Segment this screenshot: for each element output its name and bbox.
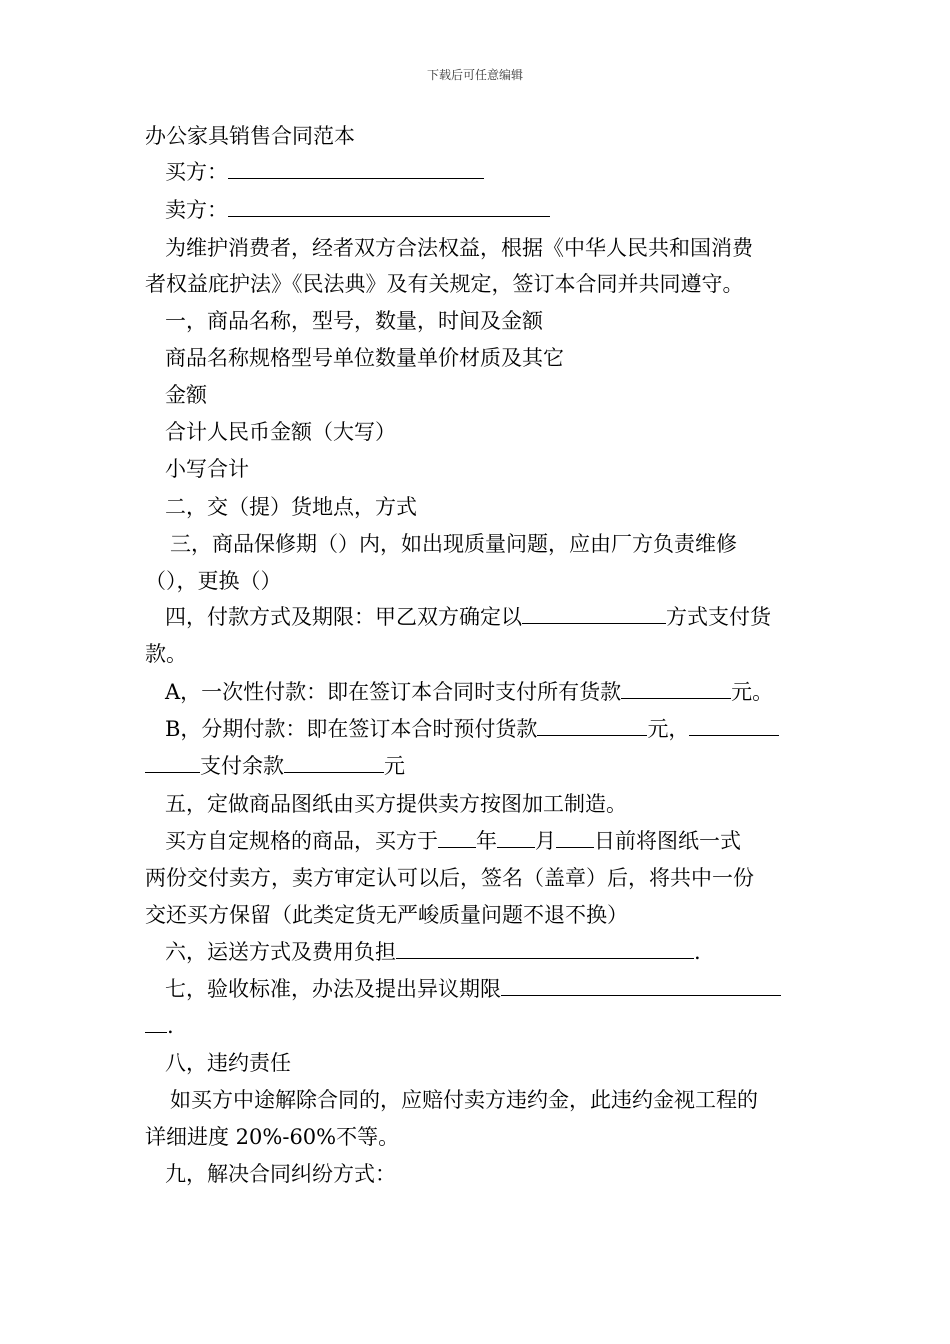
section-5-line-2: 两份交付卖方，卖方审定认可以后，签名（盖章）后，将共中一份 (145, 866, 754, 890)
section-8-line-1: 如买方中途解除合同的，应赔付卖方违约金，此违约金视工程的 (170, 1088, 758, 1112)
section-6-heading: 六，运送方式及费用负担 (165, 940, 396, 964)
installment-date-blank-cont (145, 754, 200, 773)
section-5-line-3: 交还买方保留（此类定货无严峻质量问题不退不换） (145, 903, 628, 927)
section-4b-text-c: 支付余款 (200, 754, 284, 778)
section-2-heading: 二，交（提）货地点，方式 (165, 495, 417, 519)
section-3-line-1: 三，商品保修期（）内，如出现质量问题，应由厂方负责维修 (170, 532, 737, 556)
seller-line (165, 198, 550, 222)
seller-label: 卖方： (165, 198, 228, 222)
section-4a-text-a: A，一次性付款：即在签订本合同时支付所有货款 (165, 680, 622, 704)
section-7-line-1 (165, 977, 781, 1001)
section-5-heading: 五，定做商品图纸由买方提供卖方按图加工制造。 (165, 792, 627, 816)
section-4-text-b: 方式支付货 (666, 605, 771, 629)
section-1-columns: 商品名称规格型号单位数量单价材质及其它 (165, 346, 564, 370)
month-blank (497, 829, 535, 848)
section-4b-text-d: 元 (384, 754, 405, 778)
shipping-blank (396, 940, 694, 959)
section-4-text-a: 四，付款方式及期限：甲乙双方确定以 (165, 605, 522, 629)
section-5-month: 月 (535, 829, 556, 853)
installment-date-blank (689, 717, 779, 736)
payment-method-blank (522, 605, 666, 624)
acceptance-blank-cont (145, 1014, 167, 1033)
section-4b-line-2 (145, 754, 405, 778)
section-4a-text-b: 元。 (731, 680, 774, 704)
header-note: 下载后可任意编辑 (426, 68, 523, 82)
buyer-line (165, 160, 484, 184)
seller-blank (228, 198, 550, 217)
section-4-line-2: 款。 (145, 642, 187, 666)
section-7-heading: 七，验收标准，办法及提出异议期限 (165, 977, 501, 1001)
section-6-end: . (694, 940, 701, 964)
section-7-end: . (167, 1014, 174, 1038)
intro-line-1: 为维护消费者，经者双方合法权益，根据《中华人民共和国消费 (165, 236, 753, 260)
section-1-total-small: 小写合计 (165, 457, 249, 481)
section-5-year: 年 (476, 829, 497, 853)
section-6-line (165, 940, 701, 964)
section-1-total-big: 合计人民币金额（大写） (165, 420, 396, 444)
buyer-blank (228, 160, 484, 179)
section-4b-line-1 (165, 717, 779, 741)
day-blank (556, 829, 594, 848)
year-blank (438, 829, 476, 848)
intro-line-2: 者权益庇护法》《民法典》及有关规定，签订本合同并共同遵守。 (145, 272, 744, 296)
section-1-heading: 一，商品名称，型号，数量，时间及金额 (165, 309, 543, 333)
section-8-line-2: 详细进度 20%-60%不等。 (145, 1125, 400, 1149)
doc-title: 办公家具销售合同范本 (145, 124, 355, 148)
section-3-line-2: （），更换（） (145, 569, 282, 593)
section-7-line-2 (145, 1014, 174, 1038)
prepayment-blank (537, 717, 647, 736)
acceptance-blank (501, 977, 781, 996)
section-4-line-1 (165, 605, 771, 629)
section-5-text-d: 日前将图纸一式 (594, 829, 741, 853)
section-9-heading: 九，解决合同纠纷方式： (165, 1162, 396, 1186)
section-4b-text-a: B，分期付款：即在签订本合时预付货款 (165, 717, 538, 741)
section-4a-line (165, 680, 773, 704)
full-payment-blank (621, 680, 731, 699)
section-4b-text-b: 元， (647, 717, 690, 741)
section-8-heading: 八，违约责任 (165, 1051, 291, 1075)
section-5-line-1 (165, 829, 741, 853)
section-5-text-a: 买方自定规格的商品，买方于 (165, 829, 438, 853)
balance-blank (284, 754, 384, 773)
section-1-amount: 金额 (165, 383, 207, 407)
buyer-label: 买方： (165, 160, 228, 184)
